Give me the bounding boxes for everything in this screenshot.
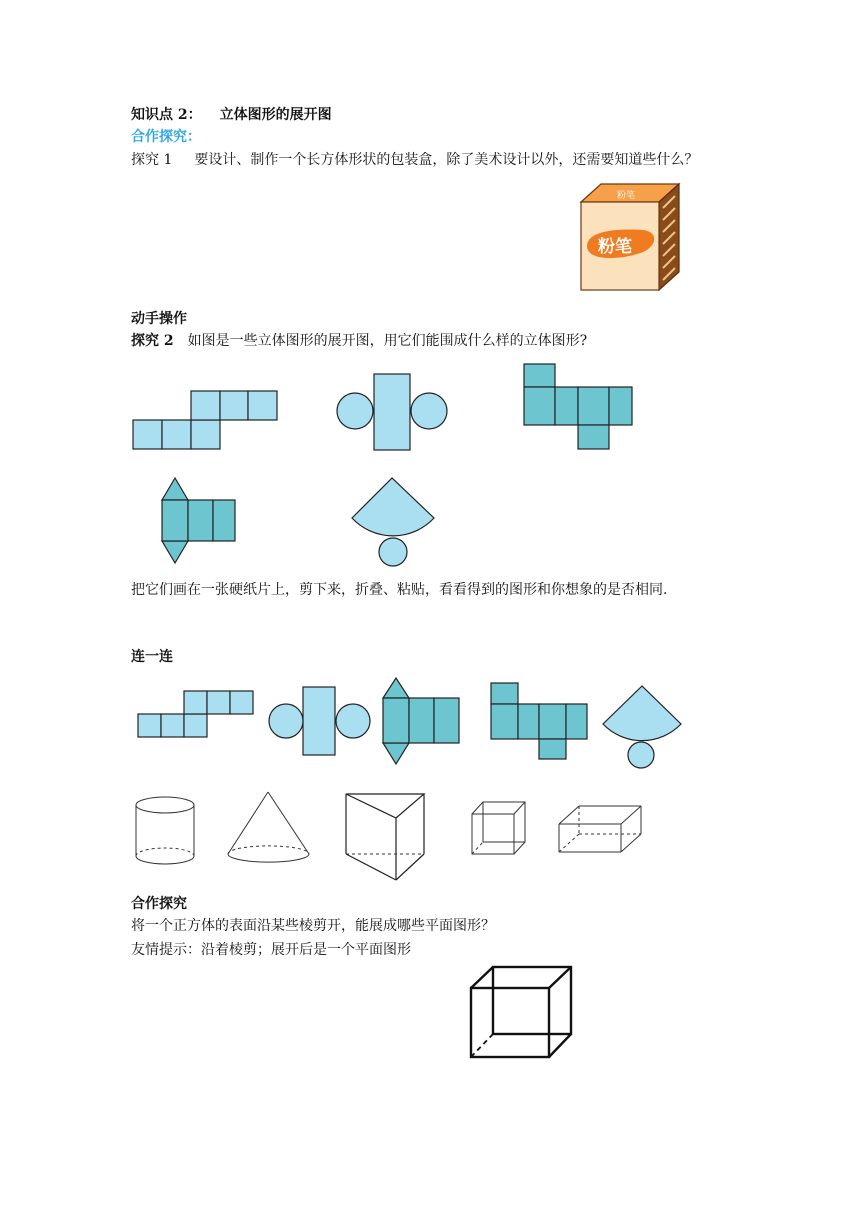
cube xyxy=(470,800,530,858)
cube-net xyxy=(523,363,635,453)
cuboid xyxy=(557,804,643,856)
chalk-box-front-label: 粉笔 xyxy=(598,237,632,257)
large-cube xyxy=(468,964,574,1060)
match-heading: 连一连 xyxy=(131,649,173,665)
section-title-text: 立体图形的展开图 xyxy=(219,107,332,123)
cooperate2-heading: 合作探究 xyxy=(131,896,187,912)
section-title xyxy=(131,106,332,124)
explore2 xyxy=(131,332,587,350)
match-cylinder-net xyxy=(268,686,372,758)
chalk-box-image xyxy=(573,182,683,297)
triangular-prism xyxy=(344,792,426,884)
cylinder-net xyxy=(335,372,455,454)
explore1 xyxy=(131,151,698,169)
instruction: 把它们画在一张硬纸片上，剪下来，折叠、粘贴，看看得到的图形和你想象的是否相同. xyxy=(131,582,668,598)
explore2-label: 探究 2 xyxy=(131,333,174,349)
section-title-label: 知识点 2： xyxy=(131,107,202,123)
explore2-text: 如图是一些立体图形的展开图，用它们能围成什么样的立体图形? xyxy=(187,333,588,349)
explore1-text: 要设计、制作一个长方体形状的包装盒，除了美术设计以外，还需要知道些什么？ xyxy=(194,152,699,168)
match-cube-net xyxy=(490,682,590,762)
explore1-label: 探究 1 xyxy=(131,152,173,168)
match-cuboid-net xyxy=(137,690,257,740)
match-cone-net xyxy=(601,684,685,774)
cooperate2-hint: 友情提示：沿着棱剪；展开后是一个平面图形 xyxy=(131,942,411,958)
cone-net xyxy=(350,476,440,568)
match-prism-net xyxy=(381,676,463,766)
cuboid-net xyxy=(133,390,283,452)
hands-on-heading: 动手操作 xyxy=(131,311,187,327)
cooperate-heading: 合作探究： xyxy=(131,129,201,145)
cone xyxy=(226,790,312,866)
triangular-prism-net xyxy=(158,476,238,564)
chalk-box-top-label: 粉笔 xyxy=(617,191,636,201)
cylinder xyxy=(134,796,198,868)
cooperate2-question: 将一个正方体的表面沿某些棱剪开，能展成哪些平面图形？ xyxy=(131,918,495,934)
